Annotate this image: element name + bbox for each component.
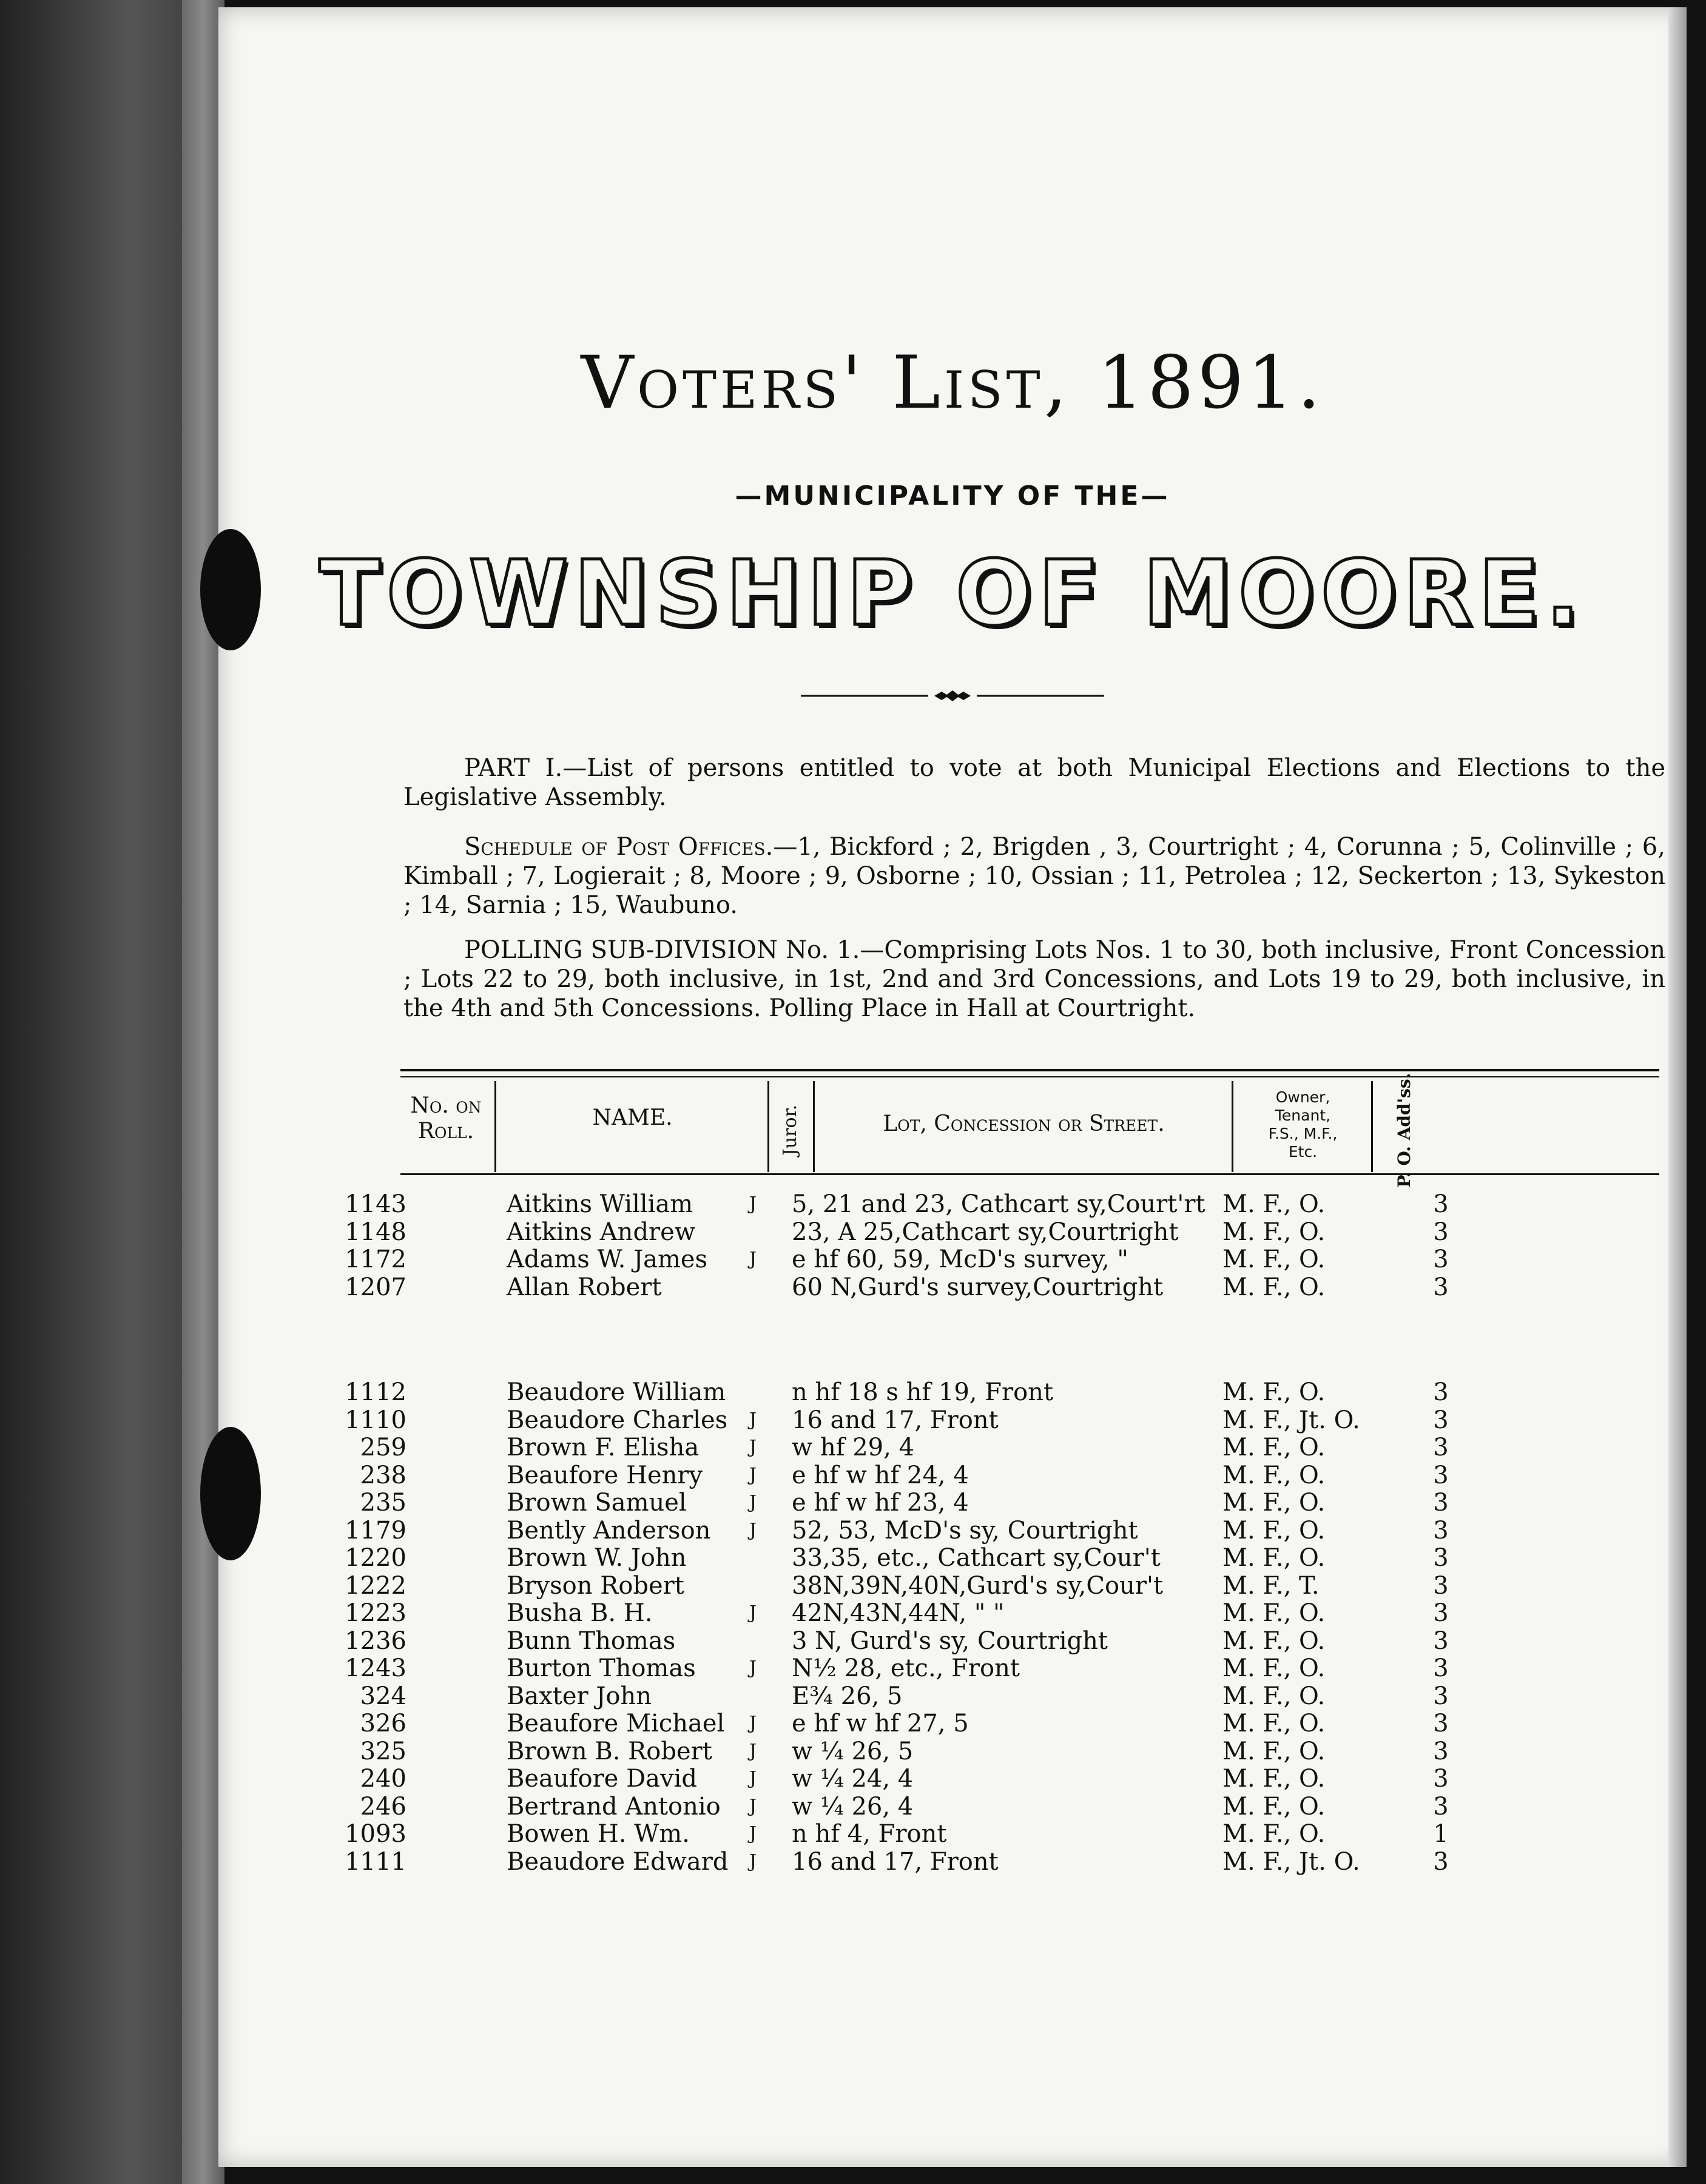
lot-concession: 3 N, Gurd's sy, Courtright bbox=[792, 1626, 1108, 1655]
voter-name: Aitkins William bbox=[507, 1190, 693, 1218]
column-divider bbox=[494, 1081, 496, 1172]
schedule-text: —1, Bickford ; 2, Brigden , 3, Courtright ; 4, Corunna ; 5, Colinville ; 6, Kimball ; 7, Logierait ; 8, Moore ; 9, Osborne ; 10, Ossian ; 11, Petrolea ; 12, Seckerton ; 13, Sykeston ; 14, Sarnia ; 15, Waubuno. bbox=[403, 833, 1665, 919]
table-row bbox=[218, 1599, 1687, 1627]
post-office: 1 bbox=[1433, 1820, 1449, 1848]
juror-mark: J bbox=[749, 1249, 757, 1270]
post-office: 3 bbox=[1433, 1461, 1449, 1489]
roll-number: 240 bbox=[360, 1765, 406, 1793]
roll-number: 1111 bbox=[345, 1847, 406, 1876]
ornament-divider bbox=[801, 687, 1104, 705]
voter-name: Baxter John bbox=[507, 1682, 652, 1710]
lot-concession: w ¼ 26, 4 bbox=[792, 1792, 914, 1821]
post-office: 3 bbox=[1433, 1571, 1449, 1600]
voter-name: Brown B. Robert bbox=[507, 1737, 712, 1765]
lot-concession: 16 and 17, Front bbox=[792, 1406, 999, 1434]
voter-name: Allan Robert bbox=[507, 1273, 662, 1301]
post-office: 3 bbox=[1433, 1245, 1449, 1273]
owner-status: M. F., O. bbox=[1222, 1461, 1326, 1489]
table-row bbox=[218, 1820, 1687, 1848]
header-lot: Lot, Concession or Street. bbox=[883, 1111, 1165, 1136]
table-row bbox=[218, 1765, 1687, 1793]
post-office: 3 bbox=[1433, 1626, 1449, 1655]
owner-status: M. F., T. bbox=[1222, 1571, 1320, 1600]
roll-number: 1110 bbox=[345, 1406, 406, 1434]
roll-number: 235 bbox=[360, 1489, 406, 1517]
lot-concession: w hf 29, 4 bbox=[792, 1434, 915, 1461]
table-row bbox=[218, 1406, 1687, 1434]
table-row bbox=[218, 1572, 1687, 1600]
roll-number: 326 bbox=[360, 1710, 406, 1737]
table-row bbox=[218, 1654, 1687, 1682]
owner-status: M. F., O. bbox=[1222, 1626, 1326, 1655]
part-text: —List of persons entitled to vote at both Municipal Elections and Elections to the Legislative Assembly. bbox=[403, 754, 1666, 811]
roll-number: 1220 bbox=[345, 1544, 406, 1572]
roll-number: 1093 bbox=[345, 1820, 406, 1848]
roll-number: 1223 bbox=[345, 1599, 406, 1627]
table-row bbox=[218, 1434, 1687, 1461]
juror-mark: J bbox=[749, 1850, 757, 1872]
owner-status: M. F., Jt. O. bbox=[1222, 1406, 1360, 1434]
table-row bbox=[218, 1793, 1687, 1821]
lot-concession: 33,35, etc., Cathcart sy,Cour't bbox=[792, 1544, 1161, 1572]
table-row bbox=[218, 1461, 1687, 1489]
header-owner-l2: Tenant, bbox=[1275, 1107, 1331, 1124]
table-row bbox=[218, 1737, 1687, 1765]
voter-name: Beaufore David bbox=[507, 1765, 697, 1793]
lot-concession: E¾ 26, 5 bbox=[792, 1682, 903, 1710]
document-page bbox=[218, 7, 1687, 2167]
owner-status: M. F., Jt. O. bbox=[1222, 1847, 1360, 1876]
document-title: Voters' List, 1891. bbox=[581, 341, 1324, 425]
schedule-lead: Schedule of Post Offices. bbox=[464, 833, 774, 861]
schedule-paragraph bbox=[403, 832, 1665, 920]
column-divider bbox=[1232, 1081, 1233, 1172]
voter-name: Burton Thomas bbox=[507, 1654, 696, 1682]
voter-name: Brown Samuel bbox=[507, 1489, 687, 1517]
lot-concession: w ¼ 24, 4 bbox=[792, 1765, 914, 1793]
roll-number: 1243 bbox=[345, 1654, 406, 1682]
juror-mark: J bbox=[749, 1795, 757, 1817]
owner-status: M. F., O. bbox=[1222, 1820, 1326, 1848]
post-office: 3 bbox=[1433, 1599, 1449, 1627]
owner-status: M. F., O. bbox=[1222, 1190, 1326, 1218]
owner-status: M. F., O. bbox=[1222, 1710, 1326, 1737]
table-row bbox=[218, 1627, 1687, 1655]
table-row bbox=[218, 1190, 1687, 1218]
post-office: 3 bbox=[1433, 1792, 1449, 1821]
owner-status: M. F., O. bbox=[1222, 1654, 1326, 1682]
post-office: 3 bbox=[1433, 1378, 1449, 1406]
table-top-rule-2 bbox=[400, 1076, 1659, 1077]
roll-number: 246 bbox=[360, 1792, 406, 1821]
polling-lead: POLLING SUB-DIVISION No. 1. bbox=[464, 936, 860, 964]
voter-name: Bryson Robert bbox=[507, 1571, 684, 1600]
roll-number: 1143 bbox=[345, 1190, 406, 1218]
header-no-line2: Roll. bbox=[417, 1119, 474, 1144]
lot-concession: w ¼ 26, 5 bbox=[792, 1737, 914, 1765]
voter-name: Bertrand Antonio bbox=[507, 1792, 721, 1821]
juror-mark: J bbox=[749, 1193, 757, 1215]
post-office: 3 bbox=[1433, 1489, 1449, 1517]
column-divider bbox=[813, 1081, 815, 1172]
table-top-rule bbox=[400, 1069, 1659, 1071]
owner-status: M. F., O. bbox=[1222, 1273, 1326, 1301]
owner-status: M. F., O. bbox=[1222, 1599, 1326, 1627]
voter-name: Bowen H. Wm. bbox=[507, 1820, 690, 1848]
voter-name: Bently Anderson bbox=[507, 1516, 711, 1545]
header-owner bbox=[1235, 1088, 1371, 1161]
part-paragraph bbox=[403, 753, 1665, 812]
juror-mark: J bbox=[749, 1492, 757, 1513]
header-name: NAME. bbox=[592, 1105, 673, 1130]
owner-status: M. F., O. bbox=[1222, 1516, 1326, 1545]
owner-status: M. F., O. bbox=[1222, 1489, 1326, 1517]
roll-number: 1222 bbox=[345, 1571, 406, 1600]
polling-paragraph bbox=[403, 935, 1665, 1023]
post-office: 3 bbox=[1433, 1516, 1449, 1545]
juror-mark: J bbox=[749, 1602, 757, 1623]
owner-status: M. F., O. bbox=[1222, 1682, 1326, 1710]
juror-mark: J bbox=[749, 1740, 757, 1762]
table-row bbox=[218, 1489, 1687, 1517]
roll-number: 1112 bbox=[345, 1378, 406, 1406]
lot-concession: n hf 4, Front bbox=[792, 1820, 947, 1848]
municipality-heading: —MUNICIPALITY OF THE— bbox=[735, 480, 1170, 511]
owner-status: M. F., O. bbox=[1222, 1434, 1326, 1461]
owner-status: M. F., O. bbox=[1222, 1737, 1326, 1765]
township-heading: TOWNSHIP OF MOORE. bbox=[319, 541, 1586, 645]
header-owner-l3: F.S., M.F., bbox=[1268, 1125, 1338, 1142]
table-row bbox=[218, 1544, 1687, 1572]
juror-mark: J bbox=[749, 1464, 757, 1486]
post-office: 3 bbox=[1433, 1190, 1449, 1218]
table-row bbox=[218, 1517, 1687, 1545]
lot-concession: e hf 60, 59, McD's survey, " bbox=[792, 1245, 1128, 1273]
header-no-line1: No. on bbox=[410, 1093, 482, 1118]
roll-number: 1207 bbox=[345, 1273, 406, 1301]
voter-name: Busha B. H. bbox=[507, 1599, 653, 1627]
roll-number: 1236 bbox=[345, 1626, 406, 1655]
lot-concession: 38N,39N,40N,Gurd's sy,Cour't bbox=[792, 1571, 1164, 1600]
owner-status: M. F., O. bbox=[1222, 1544, 1326, 1572]
voter-name: Beaufore Michael bbox=[507, 1710, 725, 1737]
lot-concession: 42N,43N,44N, " " bbox=[792, 1599, 1005, 1627]
owner-status: M. F., O. bbox=[1222, 1245, 1326, 1273]
owner-status: M. F., O. bbox=[1222, 1218, 1326, 1246]
post-office: 3 bbox=[1433, 1765, 1449, 1793]
voter-name: Brown W. John bbox=[507, 1544, 687, 1572]
lot-concession: e hf w hf 27, 5 bbox=[792, 1710, 969, 1737]
voter-name: Beaudore Charles bbox=[507, 1406, 728, 1434]
table-row bbox=[218, 1378, 1687, 1406]
post-office: 3 bbox=[1433, 1737, 1449, 1765]
voter-name: Adams W. James bbox=[507, 1245, 708, 1273]
post-office: 3 bbox=[1433, 1710, 1449, 1737]
column-divider bbox=[1371, 1081, 1373, 1172]
header-po: P. O. Add'ss. bbox=[1394, 1073, 1414, 1188]
owner-status: M. F., O. bbox=[1222, 1792, 1326, 1821]
roll-number: 324 bbox=[360, 1682, 406, 1710]
juror-mark: J bbox=[749, 1768, 757, 1789]
lot-concession: n hf 18 s hf 19, Front bbox=[792, 1378, 1054, 1406]
voter-name: Bunn Thomas bbox=[507, 1626, 676, 1655]
table-row bbox=[218, 1273, 1687, 1301]
table-row bbox=[218, 1710, 1687, 1737]
post-office: 3 bbox=[1433, 1847, 1449, 1876]
juror-mark: J bbox=[749, 1409, 757, 1431]
juror-mark: J bbox=[749, 1823, 757, 1844]
post-office: 3 bbox=[1433, 1682, 1449, 1710]
juror-mark: J bbox=[749, 1437, 757, 1458]
lot-concession: 16 and 17, Front bbox=[792, 1847, 999, 1876]
lot-concession: 52, 53, McD's sy, Courtright bbox=[792, 1516, 1138, 1545]
lot-concession: N½ 28, etc., Front bbox=[792, 1654, 1020, 1682]
voter-name: Aitkins Andrew bbox=[507, 1218, 696, 1246]
owner-status: M. F., O. bbox=[1222, 1378, 1326, 1406]
voter-name: Brown F. Elisha bbox=[507, 1434, 700, 1461]
roll-number: 1179 bbox=[345, 1516, 406, 1545]
header-owner-l1: Owner, bbox=[1275, 1088, 1330, 1106]
juror-mark: J bbox=[749, 1713, 757, 1734]
voter-name: Beaudore William bbox=[507, 1378, 726, 1406]
header-juror: Juror. bbox=[780, 1104, 801, 1156]
polling-text: —Comprising Lots Nos. 1 to 30, both inclusive, Front Concession ; Lots 22 to 29, both inclusive, in 1st, 2nd and 3rd Concessions, and Lots 19 to 29, both inclusive, in the 4th and 5th Concessions. Polling Place in Hall at Courtright. bbox=[403, 936, 1665, 1022]
owner-status: M. F., O. bbox=[1222, 1765, 1326, 1793]
table-row bbox=[218, 1682, 1687, 1710]
part-lead: PART I. bbox=[464, 754, 563, 782]
post-office: 3 bbox=[1433, 1654, 1449, 1682]
voter-name: Beaufore Henry bbox=[507, 1461, 703, 1489]
roll-number: 1172 bbox=[345, 1245, 406, 1273]
post-office: 3 bbox=[1433, 1406, 1449, 1434]
roll-number: 1148 bbox=[345, 1218, 406, 1246]
lot-concession: 23, A 25,Cathcart sy,Courtright bbox=[792, 1218, 1179, 1246]
post-office: 3 bbox=[1433, 1434, 1449, 1461]
table-row bbox=[218, 1245, 1687, 1273]
column-divider bbox=[767, 1081, 769, 1172]
roll-number: 259 bbox=[360, 1434, 406, 1461]
header-owner-l4: Etc. bbox=[1288, 1143, 1318, 1161]
post-office: 3 bbox=[1433, 1544, 1449, 1572]
post-office: 3 bbox=[1433, 1273, 1449, 1301]
juror-mark: J bbox=[749, 1657, 757, 1679]
lot-concession: e hf w hf 24, 4 bbox=[792, 1461, 969, 1489]
roll-number: 325 bbox=[360, 1737, 406, 1765]
lot-concession: e hf w hf 23, 4 bbox=[792, 1489, 969, 1517]
post-office: 3 bbox=[1433, 1218, 1449, 1246]
voter-name: Beaudore Edward bbox=[507, 1847, 729, 1876]
table-row bbox=[218, 1218, 1687, 1246]
header-no-on-roll bbox=[397, 1093, 494, 1144]
table-row bbox=[218, 1848, 1687, 1876]
lot-concession: 5, 21 and 23, Cathcart sy,Court'rt bbox=[792, 1190, 1205, 1218]
table-header-bottom-rule bbox=[400, 1173, 1659, 1175]
juror-mark: J bbox=[749, 1519, 757, 1541]
lot-concession: 60 N,Gurd's survey,Courtright bbox=[792, 1273, 1164, 1301]
roll-number: 238 bbox=[360, 1461, 406, 1489]
